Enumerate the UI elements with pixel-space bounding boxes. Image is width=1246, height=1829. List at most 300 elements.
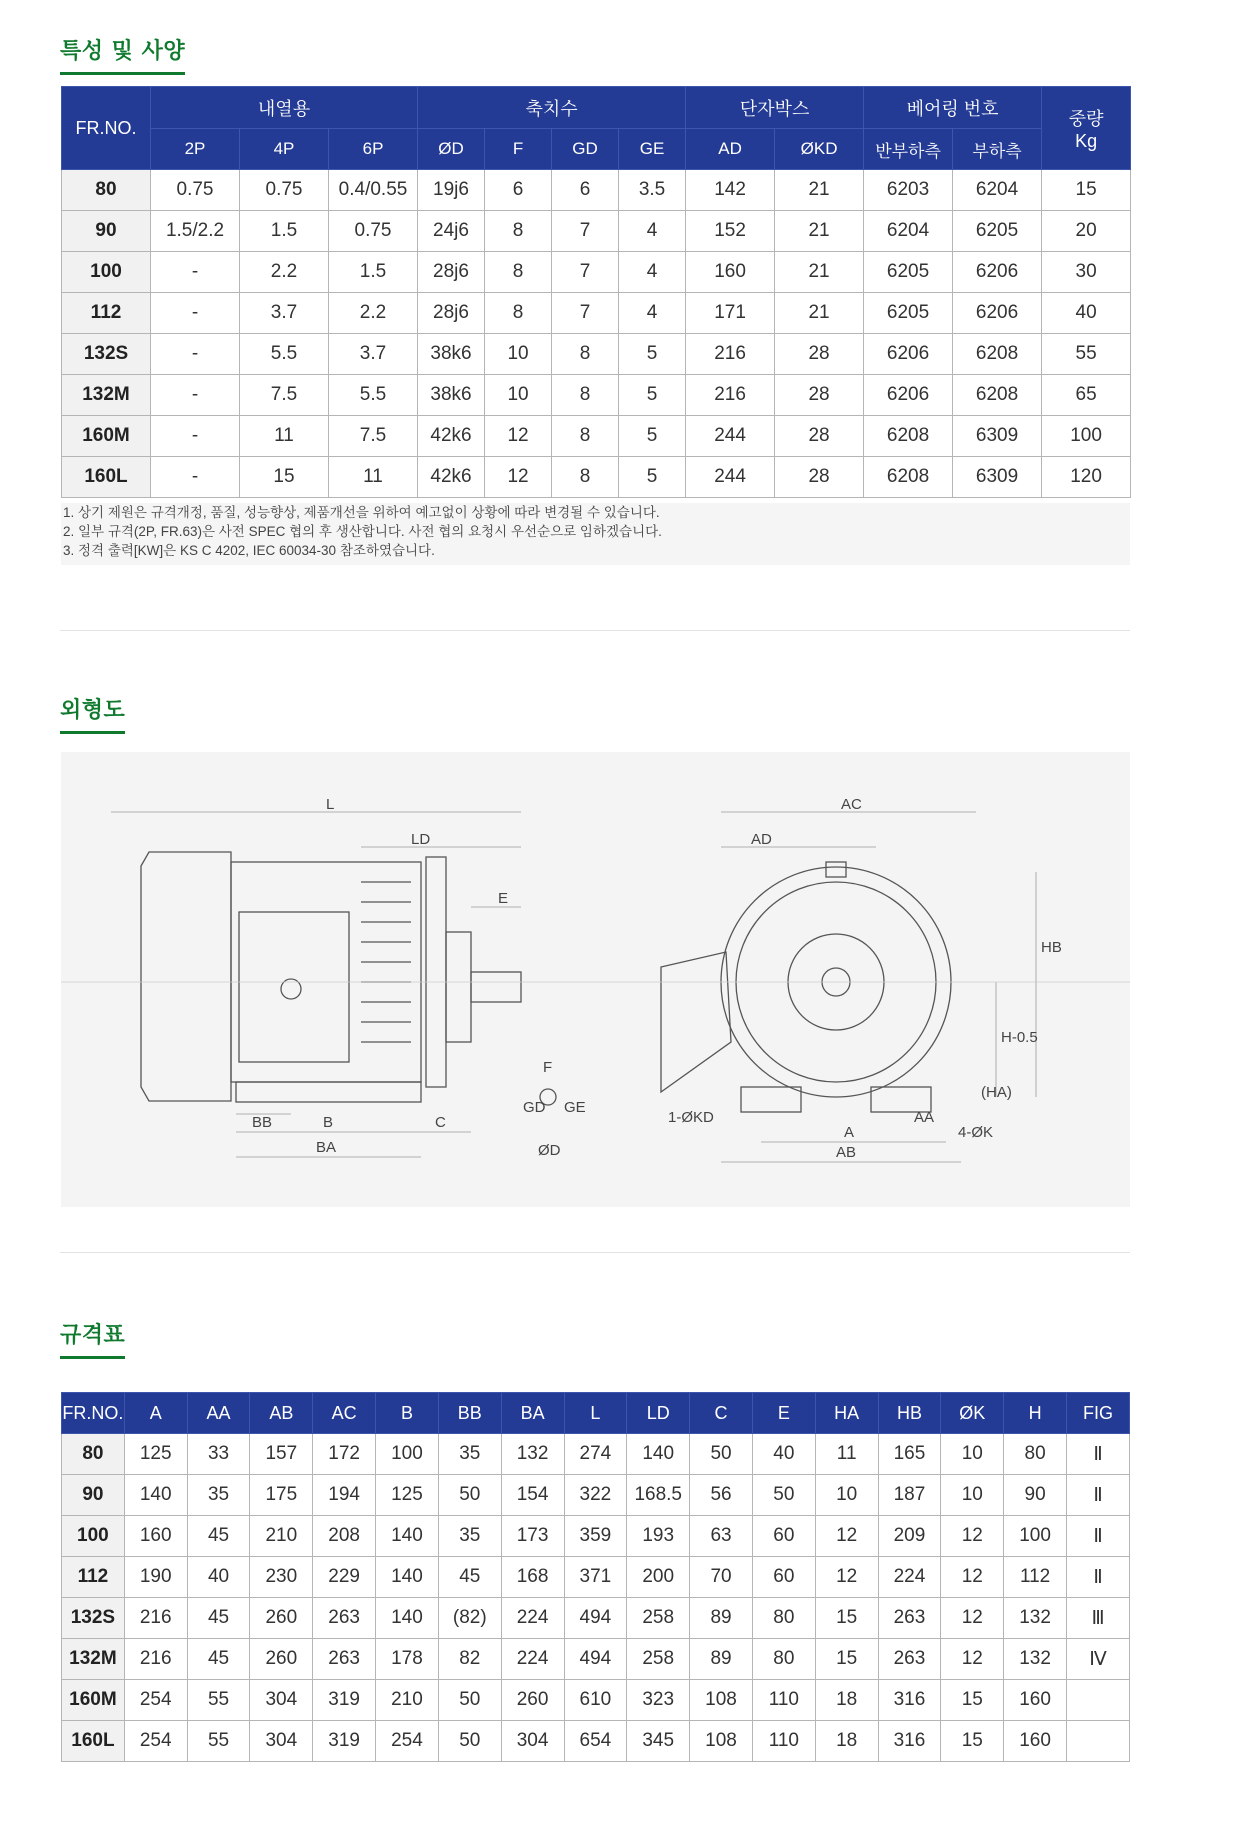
table-cell: 100	[1042, 416, 1131, 457]
table-cell: Ⅱ	[1067, 1475, 1130, 1516]
table-cell: 50	[438, 1721, 501, 1762]
table-cell: 6208	[864, 457, 953, 498]
table-cell: 132	[1004, 1598, 1067, 1639]
table-cell: 6309	[953, 457, 1042, 498]
table-cell: 5	[619, 416, 686, 457]
dim-aa: AA	[914, 1109, 935, 1126]
section-title-specs: 특성 및 사양	[60, 34, 185, 65]
frame-number-cell: 90	[62, 1475, 125, 1516]
dim-ad: AD	[751, 831, 772, 848]
table-cell: 10	[941, 1434, 1004, 1475]
table-row	[62, 457, 1131, 498]
table-cell: 28j6	[418, 293, 485, 334]
table-cell: 60	[752, 1557, 815, 1598]
outline-drawing	[61, 752, 1130, 1207]
table-cell: 304	[250, 1721, 313, 1762]
table-cell: 11	[815, 1434, 878, 1475]
table-cell: 8	[552, 416, 619, 457]
dim-h: H-0.5	[1001, 1029, 1038, 1046]
table-cell: 263	[313, 1639, 376, 1680]
table-cell: 38k6	[418, 375, 485, 416]
table-cell: 322	[564, 1475, 627, 1516]
table-cell	[1067, 1721, 1130, 1762]
col-group-terminal: 단자박스	[686, 87, 864, 129]
table-cell: 42k6	[418, 416, 485, 457]
table-cell: 4	[619, 293, 686, 334]
table-cell: 12	[941, 1516, 1004, 1557]
col-sub-header: 6P	[329, 129, 418, 170]
frame-number-cell: 160M	[62, 416, 151, 457]
table-cell: 229	[313, 1557, 376, 1598]
table-cell: 5	[619, 334, 686, 375]
column-header: ØK	[941, 1393, 1004, 1434]
table-cell: 260	[250, 1598, 313, 1639]
table-cell: 5	[619, 375, 686, 416]
dim-l: L	[326, 796, 335, 813]
col-weight	[1042, 87, 1131, 170]
table-row	[62, 211, 1131, 252]
section-title-outline: 외형도	[60, 693, 125, 724]
table-cell: 6	[552, 170, 619, 211]
table-cell: 224	[501, 1598, 564, 1639]
table-cell: 244	[686, 457, 775, 498]
table-cell: 263	[878, 1598, 941, 1639]
dim-ab: AB	[836, 1144, 857, 1161]
table-cell: 28	[775, 334, 864, 375]
table-cell: 263	[878, 1639, 941, 1680]
table-cell: 6205	[864, 252, 953, 293]
table-cell: 187	[878, 1475, 941, 1516]
table-cell: 6206	[864, 375, 953, 416]
table-cell: 4	[619, 211, 686, 252]
table-cell: 12	[815, 1516, 878, 1557]
table-cell: 274	[564, 1434, 627, 1475]
table-cell: 2.2	[329, 293, 418, 334]
frame-number-cell: 132S	[62, 334, 151, 375]
table-cell: 12	[941, 1598, 1004, 1639]
table-row	[62, 1516, 1130, 1557]
col-sub-header: ØKD	[775, 129, 864, 170]
front-terminal-box-shape	[661, 952, 731, 1092]
table-cell: 224	[501, 1639, 564, 1680]
table-cell: 5.5	[329, 375, 418, 416]
table-cell: 140	[376, 1598, 439, 1639]
table-cell: 35	[187, 1475, 250, 1516]
dim-ha: (HA)	[981, 1084, 1012, 1101]
dim-c: C	[435, 1114, 446, 1131]
table-cell: 28	[775, 457, 864, 498]
table-cell: 132	[1004, 1639, 1067, 1680]
table-cell: 10	[941, 1475, 1004, 1516]
col-weight-unit: Kg	[1075, 130, 1098, 151]
table-cell: 345	[627, 1721, 690, 1762]
table-cell: 152	[686, 211, 775, 252]
table-cell: 494	[564, 1639, 627, 1680]
table-cell: 216	[686, 375, 775, 416]
column-header: AA	[187, 1393, 250, 1434]
table-cell: 63	[690, 1516, 753, 1557]
note-3: 3. 정격 출력[KW]은 KS C 4202, IEC 60034-30 참조하였습니다.	[63, 543, 435, 558]
table-cell: 11	[329, 457, 418, 498]
table-cell: -	[151, 375, 240, 416]
table-cell: 171	[686, 293, 775, 334]
table-cell: 7	[552, 211, 619, 252]
table-cell: 5.5	[240, 334, 329, 375]
terminal-box-shape	[239, 912, 349, 1062]
table-cell: 160	[124, 1516, 187, 1557]
col-group-shaft: 축치수	[418, 87, 686, 129]
table-cell: 8	[485, 211, 552, 252]
table-cell: 125	[376, 1475, 439, 1516]
table-row	[62, 1434, 1130, 1475]
divider	[60, 630, 1130, 631]
column-header: B	[376, 1393, 439, 1434]
table-cell: 140	[376, 1557, 439, 1598]
table-cell: 33	[187, 1434, 250, 1475]
table-cell: 165	[878, 1434, 941, 1475]
table-cell: 6205	[864, 293, 953, 334]
table-cell: 0.4/0.55	[329, 170, 418, 211]
frame-number-cell: 100	[62, 252, 151, 293]
table-cell: 6206	[864, 334, 953, 375]
table-cell: 494	[564, 1598, 627, 1639]
table-cell: 30	[1042, 252, 1131, 293]
table-cell: 173	[501, 1516, 564, 1557]
table-row	[62, 293, 1131, 334]
table-cell: 654	[564, 1721, 627, 1762]
dim-od: ØD	[538, 1142, 561, 1159]
section-title-dimensions: 규격표	[60, 1318, 125, 1349]
table-cell: 209	[878, 1516, 941, 1557]
table-cell: 18	[815, 1680, 878, 1721]
frame-number-cell: 132S	[62, 1598, 125, 1639]
table-cell: 80	[752, 1639, 815, 1680]
table-cell: 40	[1042, 293, 1131, 334]
table-cell: 224	[878, 1557, 941, 1598]
table-cell: 6309	[953, 416, 1042, 457]
table-cell: 160	[686, 252, 775, 293]
fan-cover-shape	[141, 852, 231, 1101]
column-header: BB	[438, 1393, 501, 1434]
table-row	[62, 375, 1131, 416]
frame-number-cell: 160L	[62, 1721, 125, 1762]
column-header: L	[564, 1393, 627, 1434]
table-cell: 168	[501, 1557, 564, 1598]
column-header: HA	[815, 1393, 878, 1434]
table-cell: 21	[775, 211, 864, 252]
table-cell: 21	[775, 170, 864, 211]
table-cell: -	[151, 416, 240, 457]
table-cell: 258	[627, 1598, 690, 1639]
table-cell: 160	[1004, 1680, 1067, 1721]
column-header: H	[1004, 1393, 1067, 1434]
table-cell: 154	[501, 1475, 564, 1516]
table-cell: 10	[485, 375, 552, 416]
col-sub-header: 2P	[151, 129, 240, 170]
table-cell: 50	[752, 1475, 815, 1516]
table-cell: 208	[313, 1516, 376, 1557]
table-cell: 110	[752, 1680, 815, 1721]
dim-ba: BA	[316, 1139, 337, 1156]
table-cell: 89	[690, 1639, 753, 1680]
table-cell: 142	[686, 170, 775, 211]
table-cell: 112	[1004, 1557, 1067, 1598]
table-cell: 0.75	[151, 170, 240, 211]
table-row	[62, 252, 1131, 293]
col-weight-label: 중량	[1068, 108, 1104, 129]
table-cell: -	[151, 252, 240, 293]
table-row	[62, 416, 1131, 457]
table-cell: 6204	[953, 170, 1042, 211]
table-cell: 323	[627, 1680, 690, 1721]
frame-number-cell: 100	[62, 1516, 125, 1557]
table-cell: 140	[376, 1516, 439, 1557]
table-cell: 100	[376, 1434, 439, 1475]
table-cell: 6	[485, 170, 552, 211]
table-cell: -	[151, 457, 240, 498]
table-cell: 45	[438, 1557, 501, 1598]
frame-number-cell: 112	[62, 1557, 125, 1598]
table-cell: -	[151, 334, 240, 375]
table-cell: 12	[485, 416, 552, 457]
table-cell: 610	[564, 1680, 627, 1721]
table-cell: 258	[627, 1639, 690, 1680]
table-cell: 316	[878, 1721, 941, 1762]
spec-notes	[61, 503, 1130, 565]
note-2: 2. 일부 규격(2P, FR.63)은 사전 SPEC 협의 후 생산합니다. 사전 협의 요청시 우선순으로 임하겠습니다.	[63, 524, 662, 539]
table-cell: 140	[627, 1434, 690, 1475]
table-cell: 304	[501, 1721, 564, 1762]
column-header: A	[124, 1393, 187, 1434]
table-cell: 120	[1042, 457, 1131, 498]
table-cell: Ⅱ	[1067, 1434, 1130, 1475]
table-cell: 21	[775, 252, 864, 293]
dimensions-table	[61, 1392, 1130, 1762]
table-cell: 254	[124, 1680, 187, 1721]
table-cell: 19j6	[418, 170, 485, 211]
table-cell: 56	[690, 1475, 753, 1516]
table-row	[62, 1557, 1130, 1598]
table-cell: 15	[240, 457, 329, 498]
table-cell: 319	[313, 1680, 376, 1721]
table-cell: 108	[690, 1680, 753, 1721]
table-cell: 12	[941, 1557, 1004, 1598]
table-cell: 50	[438, 1680, 501, 1721]
table-row	[62, 1598, 1130, 1639]
table-cell: 230	[250, 1557, 313, 1598]
table-cell: Ⅳ	[1067, 1639, 1130, 1680]
table-cell: 11	[240, 416, 329, 457]
table-cell: 12	[815, 1557, 878, 1598]
table-cell: Ⅱ	[1067, 1516, 1130, 1557]
divider	[60, 1252, 1130, 1253]
frame-number-cell: 90	[62, 211, 151, 252]
frame-number-cell: 112	[62, 293, 151, 334]
table-cell: 260	[250, 1639, 313, 1680]
table-cell: 6206	[953, 252, 1042, 293]
table-cell: 0.75	[329, 211, 418, 252]
table-cell: 15	[941, 1721, 1004, 1762]
dim-b: B	[323, 1114, 334, 1131]
column-header: BA	[501, 1393, 564, 1434]
table-cell: 60	[752, 1516, 815, 1557]
table-cell: 10	[485, 334, 552, 375]
table-cell: 160	[1004, 1721, 1067, 1762]
col-sub-header: 부하측	[953, 129, 1042, 170]
table-cell: 45	[187, 1598, 250, 1639]
table-cell: 216	[124, 1598, 187, 1639]
column-header: FIG	[1067, 1393, 1130, 1434]
table-cell: 6205	[953, 211, 1042, 252]
table-cell: 70	[690, 1557, 753, 1598]
outline-drawing-svg	[61, 752, 1130, 1207]
frame-number-cell: 132M	[62, 375, 151, 416]
table-cell: 7	[552, 252, 619, 293]
table-cell: 244	[686, 416, 775, 457]
table-cell: 3.7	[329, 334, 418, 375]
table-cell: 28	[775, 375, 864, 416]
table-cell: 65	[1042, 375, 1131, 416]
table-cell: 7.5	[240, 375, 329, 416]
table-cell: 15	[1042, 170, 1131, 211]
table-cell: 42k6	[418, 457, 485, 498]
table-cell: 1.5	[240, 211, 329, 252]
table-cell: 80	[1004, 1434, 1067, 1475]
dim-ge: GE	[564, 1099, 586, 1116]
table-cell: 210	[250, 1516, 313, 1557]
table-cell: (82)	[438, 1598, 501, 1639]
table-cell: 20	[1042, 211, 1131, 252]
note-1: 1. 상기 제원은 규격개정, 품질, 성능향상, 제품개선을 위하여 예고없이 상황에 따라 변경될 수 있습니다.	[63, 505, 660, 520]
table-cell: 132	[501, 1434, 564, 1475]
table-cell: 55	[187, 1680, 250, 1721]
column-header: AB	[250, 1393, 313, 1434]
table-cell: 15	[815, 1639, 878, 1680]
dim-k: 4-ØK	[958, 1124, 994, 1141]
table-row	[62, 1721, 1130, 1762]
table-cell: 28	[775, 416, 864, 457]
table-cell: 1.5	[329, 252, 418, 293]
table-cell: 10	[815, 1475, 878, 1516]
table-cell: 6208	[864, 416, 953, 457]
table-cell: 100	[1004, 1516, 1067, 1557]
table-row	[62, 334, 1131, 375]
col-group-heat: 내열용	[151, 87, 418, 129]
col-sub-header: GD	[552, 129, 619, 170]
table-cell: 3.5	[619, 170, 686, 211]
table-cell: 89	[690, 1598, 753, 1639]
table-cell: 359	[564, 1516, 627, 1557]
dim-f: F	[543, 1059, 553, 1076]
table-cell: 40	[752, 1434, 815, 1475]
table-cell: 210	[376, 1680, 439, 1721]
table-cell: 35	[438, 1516, 501, 1557]
table-cell: 28j6	[418, 252, 485, 293]
table-cell: 125	[124, 1434, 187, 1475]
frame-number-cell: 160M	[62, 1680, 125, 1721]
dim-e: E	[498, 890, 509, 907]
dim-ld: LD	[411, 831, 431, 848]
frame-number-cell: 80	[62, 1434, 125, 1475]
flange-shape	[426, 857, 446, 1087]
table-cell: 254	[124, 1721, 187, 1762]
table-cell: 108	[690, 1721, 753, 1762]
specs-table	[61, 86, 1131, 498]
frame-number-cell: 132M	[62, 1639, 125, 1680]
dim-bb: BB	[252, 1114, 273, 1131]
table-cell: 157	[250, 1434, 313, 1475]
table-cell: 45	[187, 1516, 250, 1557]
table-cell: 2.2	[240, 252, 329, 293]
table-cell: 55	[1042, 334, 1131, 375]
table-cell: Ⅲ	[1067, 1598, 1130, 1639]
table-cell: 6203	[864, 170, 953, 211]
table-cell: 194	[313, 1475, 376, 1516]
table-cell: 90	[1004, 1475, 1067, 1516]
table-cell: 140	[124, 1475, 187, 1516]
table-cell: 8	[552, 334, 619, 375]
table-cell: 4	[619, 252, 686, 293]
table-cell: 18	[815, 1721, 878, 1762]
table-cell: 50	[438, 1475, 501, 1516]
table-cell: Ⅱ	[1067, 1557, 1130, 1598]
table-cell: 0.75	[240, 170, 329, 211]
table-cell: 6208	[953, 375, 1042, 416]
table-cell: 8	[485, 293, 552, 334]
table-cell: 15	[941, 1680, 1004, 1721]
dim-ac: AC	[841, 796, 862, 813]
table-cell: 12	[941, 1639, 1004, 1680]
table-cell: 216	[686, 334, 775, 375]
column-header: AC	[313, 1393, 376, 1434]
table-cell: 5	[619, 457, 686, 498]
table-cell: 80	[752, 1598, 815, 1639]
dim-a: A	[844, 1124, 855, 1141]
shaft-shape	[471, 972, 521, 1002]
col-sub-header: 반부하측	[864, 129, 953, 170]
frame-number-cell: 80	[62, 170, 151, 211]
table-cell	[1067, 1680, 1130, 1721]
table-cell: 316	[878, 1680, 941, 1721]
col-sub-header: 4P	[240, 129, 329, 170]
table-cell: 6204	[864, 211, 953, 252]
col-fr-no: FR.NO.	[62, 87, 151, 170]
table-cell: 8	[552, 457, 619, 498]
table-cell: 216	[124, 1639, 187, 1680]
table-cell: 35	[438, 1434, 501, 1475]
table-row	[62, 1475, 1130, 1516]
col-sub-header: F	[485, 129, 552, 170]
table-cell: 82	[438, 1639, 501, 1680]
table-cell: -	[151, 293, 240, 334]
col-sub-header: GE	[619, 129, 686, 170]
table-cell: 263	[313, 1598, 376, 1639]
table-cell: 1.5/2.2	[151, 211, 240, 252]
table-cell: 7.5	[329, 416, 418, 457]
table-cell: 8	[552, 375, 619, 416]
table-cell: 254	[376, 1721, 439, 1762]
table-cell: 15	[815, 1598, 878, 1639]
dim-gd: GD	[523, 1099, 546, 1116]
table-row	[62, 170, 1131, 211]
table-cell: 6206	[953, 293, 1042, 334]
table-cell: 24j6	[418, 211, 485, 252]
table-cell: 319	[313, 1721, 376, 1762]
column-header: LD	[627, 1393, 690, 1434]
col-sub-header: AD	[686, 129, 775, 170]
table-row	[62, 1639, 1130, 1680]
col-sub-header: ØD	[418, 129, 485, 170]
